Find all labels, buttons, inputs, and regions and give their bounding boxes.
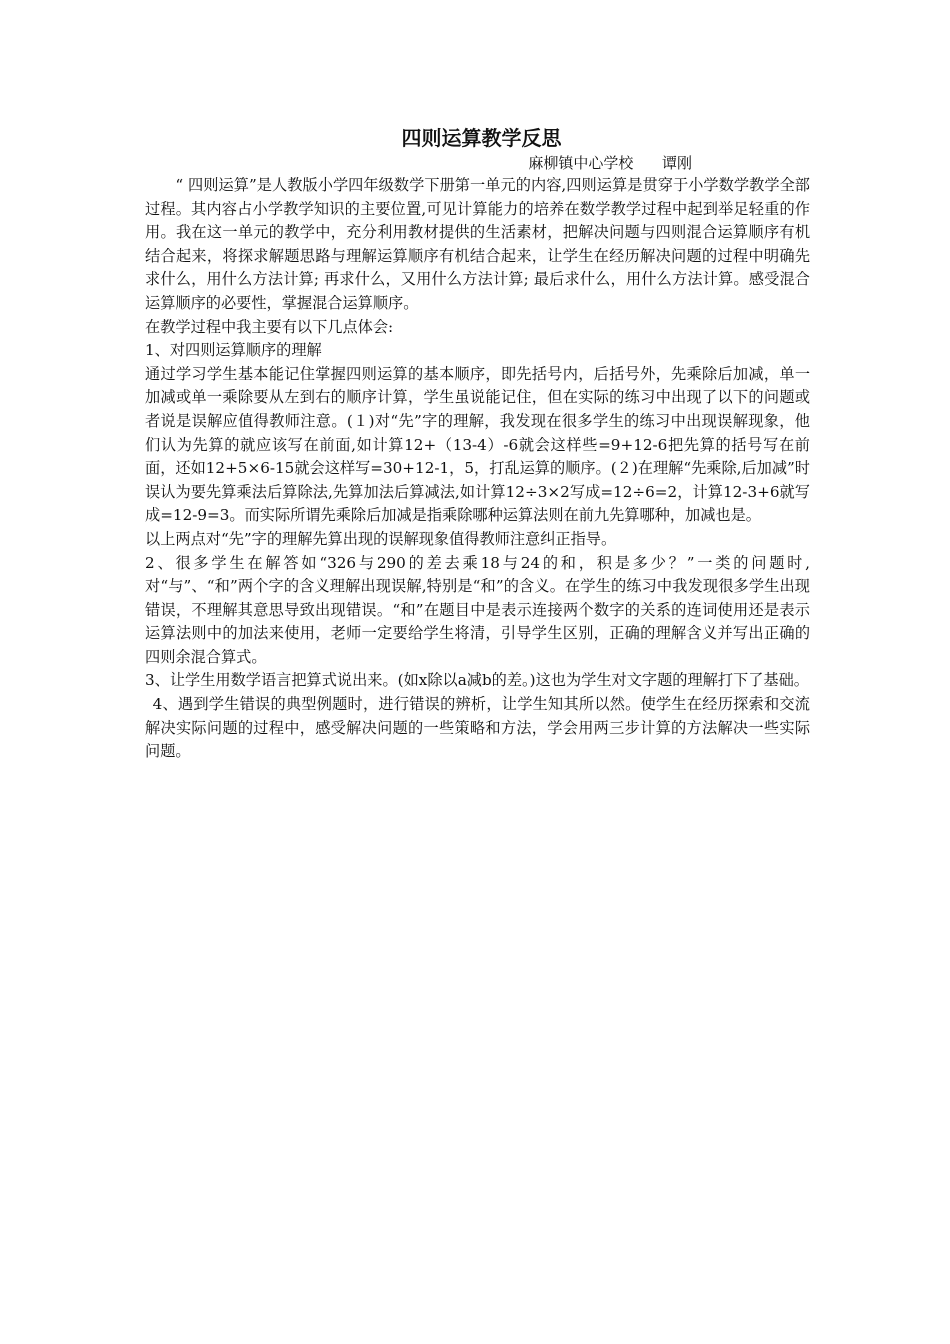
paragraph-point-3: 3、让学生用数学语言把算式说出来。(如x除以a减b的差。)这也为学生对文字题的理解打下了基础。 [145, 671, 809, 690]
heading-point-1: 1、对四则运算顺序的理解 [145, 341, 322, 360]
paragraph-point-2: 2、很多学生在解答如“326与290的差去乘18与24的和，积是多少？”一类的问题时,对“与”、“和”两个字的含义理解出现误解,特别是“和”的含义。在学生的练习中我发现很多学生出现错误，不理解其意思导致出现错误。“和”在题目中是表示连接两个数字的关系的连词使用还是表示运算法则中的加法来使用，老师一定要给学生将清，引导学生区别，正确的理解含义并写出正确的四则余混合算式。 [145, 553, 810, 666]
paragraph-point-1-summary: 以上两点对“先”字的理解先算出现的误解现象值得教师注意纠正指导。 [145, 529, 617, 548]
paragraph-point-4: 4、遇到学生错误的典型例题时，进行错误的辨析，让学生知其所以然。使学生在经历探索和交流解决实际问题的过程中，感受解决问题的一些策略和方法，学会用两三步计算的方法解决一些实际问题。 [145, 695, 810, 761]
document-page [145, 124, 810, 764]
paragraph-point-1-body: 通过学习学生基本能记住掌握四则运算的基本顺序，即先括号内，后括号外，先乘除后加减，单一加减或单一乘除要从左到右的顺序计算，学生虽说能记住，但在实际的练习中出现了以下的问题或者说是误解应值得教师注意。(１)对“先”字的理解，我发现在很多学生的练习中出现误解现象，他们认为先算的就应该写在前面,如计算12+（13-4）-6就会这样些=9+12-6把先算的括号写在前面，还如12+5×6-15就会这样写=30+12-1，5，打乱运算的顺序。(２)在理解“先乘除,后加减”时误认为要先算乘法后算除法,先算加法后算减法,如计算12÷3×2写成=12÷6=2，计算12-3+6就写成=12-9=3。而实际所谓先乘除后加减是指乘除哪种运算法则在前九先算哪种，加减也是。 [145, 364, 810, 525]
document-title: 四则运算教学反思 [401, 126, 562, 150]
paragraph-intro: “ 四则运算”是人教版小学四年级数学下册第一单元的内容,四则运算是贯穿于小学数学教学全部过程。其内容占小学教学知识的主要位置,可见计算能力的培养在数学教学过程中起到举足轻重的作用。我在这一单元的教学中，充分利用教材提供的生活素材，把解决问题与四则混合运算顺序有机结合起来，将探求解题思路与理解运算顺序有机结合起来，让学生在经历解决问题的过程中明确先求什么，用什么方法计算; 再求什么，又用什么方法计算; 最后求什么，用什么方法计算。感受混合运算顺序的必要性，掌握混合运算顺序。 [145, 176, 810, 312]
paragraph-lead-in: 在教学过程中我主要有以下几点体会: [145, 317, 394, 336]
author-byline: 麻柳镇中心学校 谭刚 [528, 154, 692, 172]
